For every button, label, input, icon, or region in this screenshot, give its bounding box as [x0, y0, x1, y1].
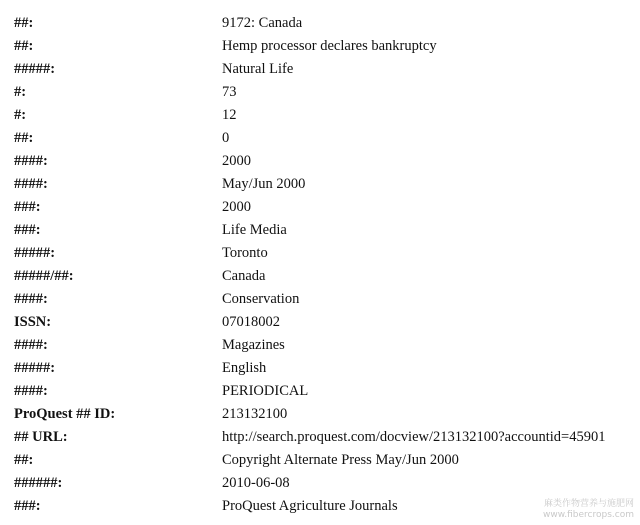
watermark-line-2: www.fibercrops.com [543, 510, 634, 520]
record-row [14, 127, 640, 150]
field-label: #: [14, 107, 27, 123]
field-value: ProQuest Agriculture Journals [222, 498, 398, 514]
field-label: #####/##: [14, 268, 74, 284]
field-value: 213132100 [222, 406, 288, 422]
field-value: 0 [222, 130, 230, 146]
field-label: ##: [14, 15, 34, 31]
field-label: #: [14, 84, 27, 100]
field-label: #####: [14, 245, 56, 261]
field-value: 2010-06-08 [222, 475, 290, 491]
field-value: 2000 [222, 153, 251, 169]
record-row [14, 196, 640, 219]
field-label: ##: [14, 452, 34, 468]
field-value: Conservation [222, 291, 300, 307]
record-row [14, 265, 640, 288]
record-table [14, 12, 640, 518]
field-label: #####: [14, 61, 56, 77]
record-row [14, 150, 640, 173]
field-label: ######: [14, 475, 63, 491]
field-label: ####: [14, 176, 48, 192]
field-value: PERIODICAL [222, 383, 309, 399]
record-row [14, 449, 640, 472]
record-row [14, 81, 640, 104]
record-row [14, 104, 640, 127]
field-value: 2000 [222, 199, 251, 215]
record-row [14, 58, 640, 81]
watermark-line-1: 麻类作物营养与施肥网 [543, 499, 634, 509]
field-label: ####: [14, 337, 48, 353]
field-label: ###: [14, 222, 41, 238]
record-row [14, 380, 640, 403]
field-value: Canada [222, 268, 266, 284]
record-row [14, 334, 640, 357]
field-label: #####: [14, 360, 56, 376]
record-row [14, 242, 640, 265]
record-row [14, 173, 640, 196]
field-label: ##: [14, 38, 34, 54]
field-label: ####: [14, 153, 48, 169]
field-label: ###: [14, 498, 41, 514]
field-value: Natural Life [222, 61, 294, 77]
record-row [14, 426, 640, 449]
record-row [14, 219, 640, 242]
field-value: May/Jun 2000 [222, 176, 306, 192]
record-row [14, 311, 640, 334]
field-label: ProQuest ## ID: [14, 406, 116, 422]
field-label: ####: [14, 383, 48, 399]
record-row [14, 403, 640, 426]
record-row [14, 288, 640, 311]
field-value: 07018002 [222, 314, 280, 330]
field-label: ####: [14, 291, 48, 307]
field-value: Copyright Alternate Press May/Jun 2000 [222, 452, 459, 468]
field-value: 73 [222, 84, 237, 100]
record-row [14, 12, 640, 35]
field-label: ## URL: [14, 429, 68, 445]
field-value: 9172: Canada [222, 15, 303, 31]
record-row [14, 472, 640, 495]
document-url-value: http://search.proquest.com/docview/213132100?accountid=45901 [222, 429, 606, 445]
field-value: English [222, 360, 267, 376]
field-value: Toronto [222, 245, 268, 261]
field-value: 12 [222, 107, 237, 123]
field-value: Magazines [222, 337, 285, 353]
field-label: ##: [14, 130, 34, 146]
record-row [14, 357, 640, 380]
field-value: Hemp processor declares bankruptcy [222, 38, 437, 54]
record-row [14, 35, 640, 58]
field-value: Life Media [222, 222, 287, 238]
site-watermark [543, 499, 634, 521]
field-label: ISSN: [14, 314, 52, 330]
field-label: ###: [14, 199, 41, 215]
